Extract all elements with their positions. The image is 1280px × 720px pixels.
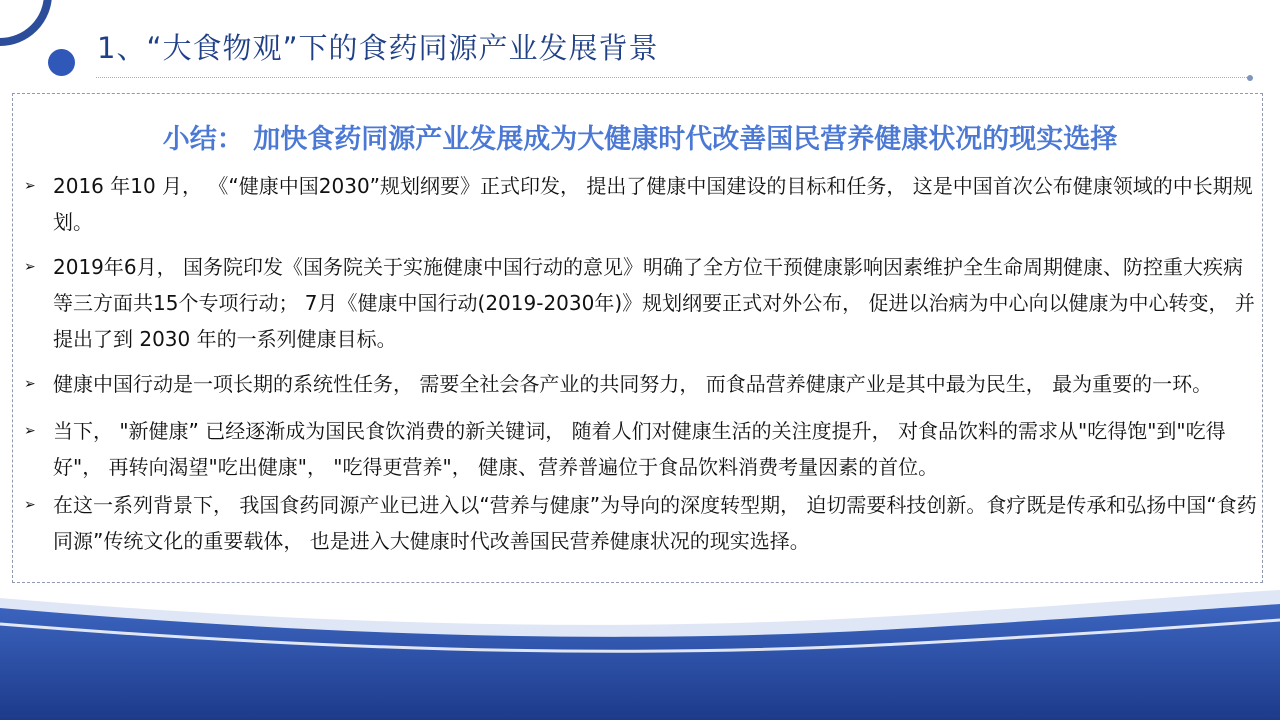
bottom-wave-decoration — [0, 560, 1280, 720]
bullet-text: 2016 年10 月， 《“健康中国2030”规划纲要》正式印发， 提出了健康中国建设的目标和任务， 这是中国首次公布健康领域的中长期规划。 — [53, 174, 1253, 234]
bullet-item — [22, 487, 1262, 559]
bullet-list — [22, 168, 1262, 559]
slide-title: 1、“大食物观”下的食药同源产业发展背景 — [97, 31, 659, 65]
bullet-text: 2019年6月， 国务院印发《国务院关于实施健康中国行动的意见》明确了全方位干预健康影响因素维护全生命周期健康、防控重大疾病等三方面共15个专项行动； 7月《健康中国行动(2019-2030年)》规划纲要正式对外公布， 促进以治病为中心向以健康为中心转变， 并提出了到 2030 年的一系列健康目标。 — [53, 255, 1255, 351]
bullet-item — [22, 168, 1262, 240]
title-divider-end-dot — [1247, 75, 1253, 81]
arrow-bullet-icon: ➢ — [24, 497, 36, 513]
corner-ring-decoration — [0, 0, 52, 46]
arrow-bullet-icon: ➢ — [24, 376, 36, 392]
bullet-text: 当下， "新健康” 已经逐渐成为国民食饮消费的新关键词， 随着人们对健康生活的关注度提升， 对食品饮料的需求从"吃得饱"到"吃得好"， 再转向渴望"吃出健康"， "吃得更营养"， 健康、营养普遍位于食品饮料消费考量因素的首位。 — [53, 419, 1226, 479]
bullet-item — [22, 249, 1262, 357]
arrow-bullet-icon: ➢ — [24, 259, 36, 275]
bullet-item — [22, 413, 1262, 485]
corner-dot-decoration — [48, 49, 75, 76]
title-divider — [96, 77, 1251, 78]
bullet-text: 健康中国行动是一项长期的系统性任务， 需要全社会各产业的共同努力， 而食品营养健康产业是其中最为民生， 最为重要的一环。 — [53, 372, 1213, 396]
arrow-bullet-icon: ➢ — [24, 178, 36, 194]
summary-heading: 小结： 加快食药同源产业发展成为大健康时代改善国民营养健康状况的现实选择 — [162, 124, 1118, 155]
arrow-bullet-icon: ➢ — [24, 423, 36, 439]
bullet-text: 在这一系列背景下， 我国食药同源产业已进入以“营养与健康”为导向的深度转型期， 迫切需要科技创新。食疗既是传承和弘扬中国“食药同源”传统文化的重要载体， 也是进入大健康时代改善国民营养健康状况的现实选择。 — [53, 493, 1257, 553]
bullet-item — [22, 366, 1262, 402]
